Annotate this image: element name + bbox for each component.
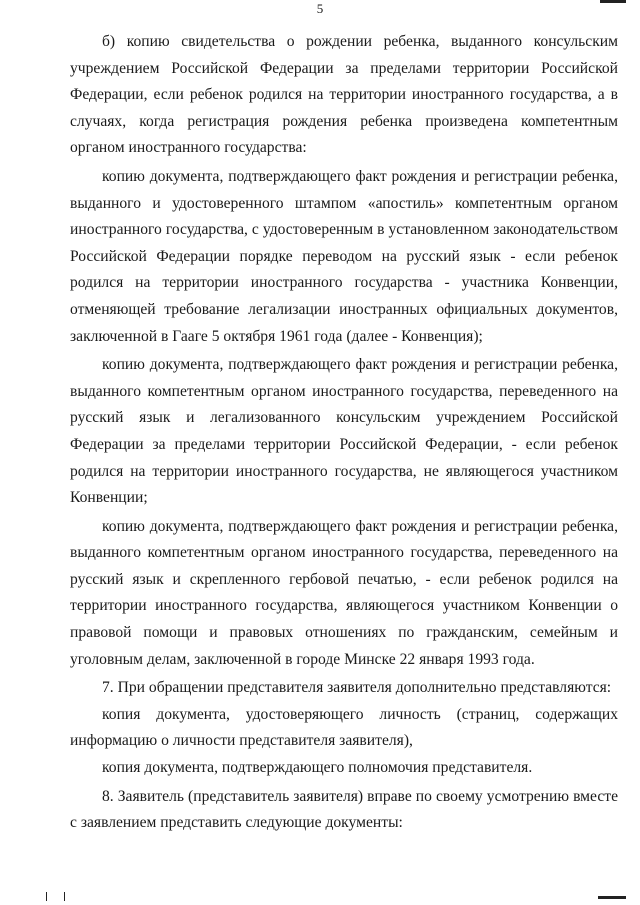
scan-mark-bottom-right (598, 896, 626, 899)
scan-mark-bottom-left-2 (64, 892, 65, 901)
page-number: 5 (316, 1, 324, 16)
document-body (70, 29, 618, 837)
paragraph-representative-authority: копия документа, подтверждающего полномочия представителя. (102, 759, 533, 777)
paragraph-birth-certificate-copy: б) копию свидетельства о рождении ребенка, выданного консульским учреждением Российской Федерации за пределами территории Российской Федерации, если ребенок родился на территории иностранного государства, а в случаях, когда регистрация рождения ребенка произведена компетентным органом иностранного государства: (70, 33, 618, 157)
paragraph-representative-identity: копия документа, удостоверяющего личность (страниц, содержащих информацию о личности представителя заявителя), (70, 705, 618, 750)
paragraph-item-8: 8. Заявитель (представитель заявителя) вправе по своему усмотрению вместе с заявлением представить следующие документы: (70, 787, 618, 832)
paragraph-apostille-document: копию документа, подтверждающего факт рождения и регистрации ребенка, выданного и удостоверенного штампом «апостиль» компетентным органом иностранного государства, с удостоверенным в установленном законодательством Российской Федерации порядке переводом на русский язык - если ребенок родился на территории иностранного государства - участника Конвенции, отменяющей требование легализации иностранных официальных документов, заключенной в Гааге 5 октября 1961 года (далее - Конвенция); (70, 167, 618, 345)
paragraph-item-7: 7. При обращении представителя заявителя дополнительно представляются: (102, 679, 612, 697)
paragraph-legalized-document: копию документа, подтверждающего факт рождения и регистрации ребенка, выданного компетентным органом иностранного государства, переведенного на русский язык и легализованного консульским учреждением Российской Федерации за пределами территории Российской Федерации, - если ребенок родился на территории иностранного государства, не являющегося участником Конвенции; (70, 356, 618, 507)
paragraph-minsk-convention-document: копию документа, подтверждающего факт рождения и регистрации ребенка, выданного компетентным органом иностранного государства, переведенного на русский язык и скрепленного гербовой печатью, - если ребенок родился на территории иностранного государства, являющегося участником Конвенции о правовой помощи и правовых отношениях по гражданским, семейным и уголовным делам, заключенной в городе Минске 22 января 1993 года. (70, 517, 618, 668)
scan-mark-bottom-left-1 (46, 892, 47, 901)
